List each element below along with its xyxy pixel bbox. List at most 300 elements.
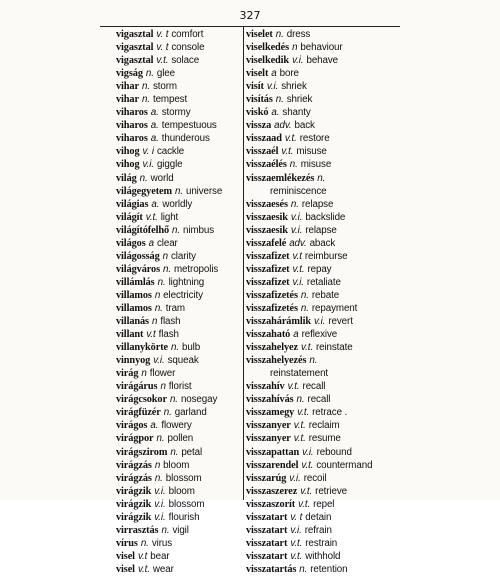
headword: virág [116,368,139,380]
dictionary-entry [246,380,380,393]
headword: visszanyer [246,433,291,445]
headword: visszaesik [246,224,288,236]
dictionary-entry [116,511,240,524]
part-of-speech: n [160,381,166,393]
definition: restrain [305,537,338,549]
dictionary-entry [246,511,380,524]
headword: visszaemlékezés [246,172,315,184]
dictionary-entry [116,119,240,132]
part-of-speech: n. [145,68,154,80]
definition: blossom [168,498,205,510]
definition: back [294,120,315,132]
dictionary-entry [116,250,240,263]
part-of-speech: n [141,368,147,380]
definition: retrieve [315,485,348,497]
part-of-speech: a [148,237,154,249]
part-of-speech: v.t. [145,211,158,223]
definition: retention [310,563,348,575]
definition: console [171,42,205,54]
part-of-speech: n [151,316,158,328]
part-of-speech: n. [174,185,183,197]
definition: restore [299,133,330,145]
part-of-speech: v.i. [313,316,326,328]
headword: visszaélés [246,159,287,171]
headword: visszaszorít [246,498,296,510]
dictionary-entry [246,446,380,459]
part-of-speech: a. [151,198,160,210]
dictionary-entry [116,28,240,41]
dictionary-entry [246,432,380,445]
part-of-speech: n. [170,446,179,458]
dictionary-entry [116,54,240,67]
part-of-speech: v.i. [154,485,166,497]
part-of-speech: v.t. [287,381,300,393]
definition: stormy [161,107,191,119]
headword: viselkedik [246,55,290,67]
headword: világít [116,211,143,223]
headword: viselkedés [246,42,290,54]
definition: rebate [311,289,340,301]
definition: glee [156,68,175,80]
definition: repay [307,263,332,275]
headword: virágcsokor [116,394,167,406]
dictionary-entry [116,237,240,250]
dictionary-entry [246,211,380,224]
definition: recoil [303,472,327,484]
dictionary-entry [116,145,240,158]
part-of-speech: v.i. [292,276,304,288]
part-of-speech: v.t. [281,146,294,158]
dictionary-entry [246,537,380,550]
dictionary-entry [246,315,380,328]
headword: vihar [116,94,139,106]
dictionary-entry [246,419,380,432]
dictionary-entry [246,459,380,472]
part-of-speech: n. [296,394,305,406]
headword: vihar [116,81,139,93]
headword: vírus [116,537,138,549]
part-of-speech: v. i [142,146,154,158]
definition: behaviour [300,42,343,54]
dictionary-entry [246,198,380,211]
definition: vigil [172,524,189,536]
headword: virágos [116,420,148,432]
part-of-speech: n [154,289,161,301]
definition: comfort [171,29,204,40]
dictionary-entry [246,485,380,498]
headword: visszahívás [246,394,294,406]
definition: shriek [286,94,313,106]
dictionary-entry [246,67,380,80]
part-of-speech: n. [290,198,299,210]
headword: visszahelyez [246,342,298,354]
definition: dress [286,29,311,40]
part-of-speech: v.t [146,329,156,341]
part-of-speech: v.t. [137,563,150,575]
part-of-speech: a [271,68,277,80]
definition: flash [158,329,179,341]
definition: flourish [168,511,200,523]
dictionary-entry [116,41,240,54]
part-of-speech: n [154,459,161,471]
dictionary-entry [246,289,380,302]
definition: light [160,211,179,223]
dictionary-entry [246,393,380,406]
headword: vissza [246,120,272,132]
dictionary-entry [116,106,240,119]
part-of-speech: n. [317,172,326,184]
definition: universe [185,185,223,197]
headword: virágzás [116,459,152,471]
part-of-speech: v.i. [290,224,303,236]
dictionary-entry [116,263,240,276]
definition: reminiscence [270,185,327,197]
dictionary-entry [246,276,380,289]
definition: behave [306,55,339,67]
part-of-speech: n. [154,302,163,314]
dictionary-entry [246,302,380,315]
part-of-speech: a [293,329,299,341]
dictionary-entry [116,537,240,550]
definition: detain [305,511,332,523]
headword: világias [116,198,149,210]
definition: bore [279,68,299,80]
definition: shanty [282,107,311,119]
dictionary-entry [246,185,380,198]
part-of-speech: v.i. [154,511,166,523]
part-of-speech: v.i. [290,211,303,223]
part-of-speech: v. t [156,29,169,40]
definition: lightning [168,276,205,288]
dictionary-entry [116,185,240,198]
part-of-speech: n. [161,524,170,536]
part-of-speech: v.i. [154,498,166,510]
headword: viharos [116,133,148,145]
definition: refrain [304,524,332,536]
dictionary-entry [116,341,240,354]
dictionary-entry [116,354,240,367]
dictionary-entry [246,341,380,354]
dictionary-entry [246,250,380,263]
definition: pollen [167,433,194,445]
headword: visszatart [246,524,288,536]
page-number: 327 [239,9,261,22]
definition: nosegay [180,394,218,406]
definition: reimburse [304,250,348,262]
part-of-speech: n. [154,472,163,484]
dictionary-entry [116,459,240,472]
dictionary-entry [116,198,240,211]
definition: reinstatement [270,368,329,380]
part-of-speech: v.t. [293,433,306,445]
dictionary-entry [246,93,380,106]
right-column [246,28,380,576]
definition: resume [308,433,341,445]
headword: vigasztal [116,29,154,40]
definition: metropolis [174,263,219,275]
part-of-speech: v.t. [284,133,297,145]
header-rule [100,26,400,27]
headword: virágzik [116,511,152,523]
definition: relapse [301,198,334,210]
part-of-speech: n. [163,407,172,419]
left-column [116,28,240,576]
part-of-speech: v. t [156,42,169,54]
dictionary-entry [116,367,240,380]
part-of-speech: n. [289,159,298,171]
dictionary-entry [246,54,380,67]
part-of-speech: n [162,250,168,262]
headword: visszafizet [246,276,290,288]
headword: vigasztal [116,42,154,54]
headword: visszatart [246,537,288,549]
definition: flash [160,316,181,328]
definition: bulb [181,342,201,354]
part-of-speech: n. [163,263,171,275]
dictionary-entry [116,158,240,171]
headword: viharos [116,107,148,119]
definition: clear [156,237,178,249]
definition: relapse [305,224,337,236]
dictionary-entry [116,446,240,459]
headword: visszaél [246,146,279,158]
part-of-speech: v.t [137,550,148,562]
part-of-speech: a. [271,107,280,119]
dictionary-entry [116,419,240,432]
definition: repayment [311,302,358,314]
part-of-speech: n. [141,81,150,93]
part-of-speech: v.t. [297,407,310,419]
part-of-speech: n. [172,224,181,236]
column-divider [243,26,244,500]
headword: visszaszerez [246,485,298,497]
dictionary-entry [246,158,380,171]
dictionary-entry [116,393,240,406]
headword: visszaható [246,329,291,341]
headword: virrasztás [116,524,159,536]
dictionary-entry [116,315,240,328]
definition: flowery [161,420,192,432]
headword: világváros [116,263,161,275]
part-of-speech: n. [299,563,308,575]
part-of-speech: n. [275,29,284,40]
definition: wear [152,563,174,575]
part-of-speech: v.t. [300,485,313,497]
dictionary-entry [246,132,380,145]
part-of-speech: adv. [274,120,292,132]
dictionary-entry [246,119,380,132]
headword: virágpor [116,433,154,445]
definition: reclaim [308,420,340,432]
part-of-speech: v.i. [142,159,154,171]
part-of-speech: v.i. [290,524,302,536]
part-of-speech: n. [140,537,149,549]
definition: tempestuous [161,120,217,132]
definition: countermand [316,459,373,471]
headword: visszafizet [246,263,290,275]
dictionary-entry [246,563,380,576]
headword: világegyetem [116,185,172,197]
definition: nimbus [183,224,215,236]
definition: bear [150,550,170,562]
headword: virágfüzér [116,407,161,419]
part-of-speech: v.i. [292,55,304,67]
dictionary-entry [116,276,240,289]
headword: viselt [246,68,269,80]
definition: blossom [165,472,202,484]
dictionary-entry [246,328,380,341]
dictionary-entry [116,132,240,145]
headword: visszamegy [246,407,295,419]
dictionary-entry [116,485,240,498]
part-of-speech: v.i. [289,472,301,484]
dictionary-entry [116,432,240,445]
headword: visel [116,563,135,575]
headword: visszafelé [246,237,287,249]
definition: worldly [162,198,193,210]
headword: villanykörte [116,342,168,354]
headword: visszapattan [246,446,300,458]
definition: bloom [163,459,190,471]
dictionary-entry [116,289,240,302]
part-of-speech: v.t. [298,498,311,510]
part-of-speech: v.t. [290,537,303,549]
definition: shriek [281,81,307,93]
headword: visszaesik [246,211,288,223]
part-of-speech: n. [300,302,309,314]
part-of-speech: n. [171,342,179,354]
definition: retrace . [312,407,348,419]
headword: világítófelhő [116,224,170,236]
headword: viskó [246,107,269,119]
part-of-speech: n. [309,355,318,367]
dictionary-entry [116,172,240,185]
headword: vinnyog [116,355,151,367]
headword: visszanyer [246,420,291,432]
dictionary-entry [116,550,240,563]
headword: vigság [116,68,143,80]
headword: visszafizet [246,250,290,262]
dictionary-entry [116,93,240,106]
headword: visel [116,550,135,562]
part-of-speech: n. [139,172,148,184]
dictionary-entry [246,145,380,158]
dictionary-entry [246,224,380,237]
dictionary-entry [116,380,240,393]
definition: electricity [163,289,203,301]
dictionary-entry [246,550,380,563]
dictionary-entry [116,524,240,537]
headword: visszaad [246,133,282,145]
definition: recall [302,381,326,393]
dictionary-entry [246,406,380,419]
headword: villamos [116,302,152,314]
definition: revert [328,316,353,328]
part-of-speech: a. [150,133,159,145]
headword: virágzik [116,485,152,497]
headword: világosság [116,250,160,262]
definition: misuse [296,146,327,158]
dictionary-entry [246,472,380,485]
dictionary-entry [246,354,380,367]
definition: reinstate [315,342,353,354]
part-of-speech: v.t. [293,420,306,432]
definition: backslide [305,211,346,223]
part-of-speech: v.t. [301,459,314,471]
definition: storm [152,81,177,93]
definition: flower [149,368,176,380]
part-of-speech: n. [141,94,150,106]
dictionary-entry [116,328,240,341]
headword: visszaesés [246,198,288,210]
headword: villámlás [116,276,155,288]
part-of-speech: v.t. [292,263,305,275]
definition: retaliate [306,276,341,288]
dictionary-entry [116,80,240,93]
headword: visszafizetés [246,289,298,301]
definition: solace [171,55,200,67]
headword: világos [116,237,146,249]
dictionary-entry [116,211,240,224]
definition: petal [181,446,203,458]
headword: viselet [246,29,273,40]
dictionary-entry [246,80,380,93]
headword: visszatartás [246,563,297,575]
headword: visszatart [246,511,288,523]
part-of-speech: v.i. [153,355,165,367]
dictionary-entry [246,106,380,119]
headword: vihog [116,159,140,171]
definition: cackle [156,146,185,158]
headword: virágárus [116,381,158,393]
headword: visszatart [246,550,288,562]
dictionary-entry [246,41,380,54]
headword: virágzik [116,498,152,510]
part-of-speech: adv. [289,237,307,249]
definition: thunderous [161,133,210,145]
definition: misuse [300,159,332,171]
part-of-speech: v.t. [156,55,169,67]
definition: florist [168,381,192,393]
dictionary-entry [246,367,380,380]
dictionary-entry [246,237,380,250]
headword: virágzás [116,472,152,484]
headword: virágszirom [116,446,168,458]
part-of-speech: v.i. [266,81,279,93]
part-of-speech: n. [156,433,165,445]
headword: vihog [116,146,140,158]
dictionary-entry [246,28,380,41]
part-of-speech: a. [150,420,159,432]
headword: visszahelyezés [246,355,307,367]
part-of-speech: n [292,42,298,54]
definition: world [150,172,174,184]
definition: giggle [156,159,183,171]
definition: withhold [305,550,341,562]
headword: vigasztal [116,55,154,67]
headword: visszahív [246,381,285,393]
dictionary-entry [246,172,380,185]
definition: garland [174,407,207,419]
definition: rebound [316,446,352,458]
headword: visszarendel [246,459,299,471]
dictionary-entry [116,563,240,576]
part-of-speech: v.i. [302,446,314,458]
part-of-speech: n. [169,394,178,406]
part-of-speech: n. [300,289,309,301]
definition: tram [165,302,185,314]
part-of-speech: n. [275,94,284,106]
